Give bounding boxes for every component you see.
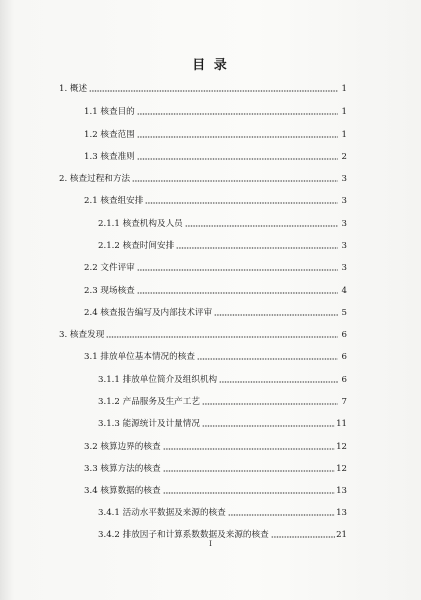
- toc-entry-label: 2.2 文件评审: [84, 263, 135, 273]
- toc-page-number: 13: [336, 508, 347, 518]
- toc-entry-label: 2.1 核查组安排: [84, 196, 144, 206]
- toc-dot-leader: [137, 292, 338, 294]
- toc-dot-leader: [137, 269, 338, 271]
- toc-page-number: 5: [341, 308, 347, 318]
- toc-dot-leader: [132, 180, 338, 182]
- toc-entry-label: 3.1.3 能源统计及计量情况: [98, 419, 200, 429]
- toc-entry-label: 1. 概述: [59, 84, 88, 94]
- toc-dot-leader: [163, 470, 336, 472]
- toc-dot-leader: [163, 448, 336, 450]
- toc-dot-leader: [89, 90, 338, 92]
- toc-entry[interactable]: [98, 237, 347, 251]
- toc-dot-leader: [106, 336, 338, 338]
- toc-entry-label: 1.2 核查范围: [84, 130, 135, 140]
- toc-dot-leader: [202, 425, 335, 427]
- toc-dot-leader: [137, 158, 338, 160]
- toc-page-number: 3: [341, 174, 347, 184]
- toc-page-number: 3: [341, 263, 347, 273]
- toc-entry-label: 3. 核查发现: [59, 330, 105, 340]
- toc-entry[interactable]: [98, 526, 347, 540]
- toc-page-number: 4: [341, 286, 347, 296]
- toc-entry-label: 2.4 核查报告编写及内部技术评审: [84, 308, 213, 318]
- toc-entry-label: 3.3 核算方法的核查: [84, 464, 161, 474]
- toc-entry[interactable]: [98, 393, 347, 407]
- toc-entry-label: 1.1 核查目的: [84, 107, 135, 117]
- toc-entry-label: 3.2 核算边界的核查: [84, 442, 161, 452]
- toc-dot-leader: [219, 381, 338, 383]
- toc-entry-label: 3.4 核算数据的核查: [84, 486, 161, 496]
- toc-page-number: 3: [341, 241, 347, 251]
- toc-entry[interactable]: [84, 126, 347, 140]
- toc-entry-label: 2. 核查过程和方法: [59, 174, 131, 184]
- toc-entry[interactable]: [84, 103, 347, 117]
- toc-entry[interactable]: [84, 148, 347, 162]
- toc-entry-label: 3.1.1 排放单位简介及组织机构: [98, 375, 218, 385]
- toc-entry-label: 3.4.2 排放因子和计算系数数据及来源的核查: [98, 530, 269, 540]
- toc-page-number: 3: [341, 196, 347, 206]
- toc-page-number: 6: [341, 330, 347, 340]
- toc-entry-label: 2.1.1 核查机构及人员: [98, 219, 183, 229]
- toc-dot-leader: [137, 113, 338, 115]
- toc-entry-label: 2.1.2 核查时间安排: [98, 241, 175, 251]
- toc-dot-leader: [202, 403, 338, 405]
- toc-page-number: 7: [341, 397, 347, 407]
- toc-page-number: 1: [341, 107, 347, 117]
- toc-dot-leader: [145, 202, 338, 204]
- toc-page-number: 11: [336, 419, 347, 429]
- toc-entry[interactable]: [98, 415, 347, 429]
- toc-dot-leader: [197, 358, 338, 360]
- toc-page-number: 21: [336, 530, 347, 540]
- toc-entry-label: 1.3 核查准则: [84, 152, 135, 162]
- toc-entry[interactable]: [59, 326, 347, 340]
- toc-dot-leader: [228, 514, 335, 516]
- toc-entry-label: 3.1.2 产品服务及生产工艺: [98, 397, 200, 407]
- page-title: 目 录: [192, 58, 229, 73]
- toc-entry-label: 3.4.1 活动水平数据及来源的核查: [98, 508, 226, 518]
- toc-entry[interactable]: [98, 504, 347, 518]
- toc-page-number: 2: [341, 152, 347, 162]
- toc-page-number: 12: [336, 464, 347, 474]
- toc-page-number: 12: [336, 442, 347, 452]
- toc-entry[interactable]: [84, 304, 347, 318]
- toc-page-number: 6: [341, 352, 347, 362]
- toc-entry[interactable]: [84, 438, 347, 452]
- toc-entry[interactable]: [84, 192, 347, 206]
- toc-dot-leader: [163, 492, 336, 494]
- toc-dot-leader: [185, 225, 338, 227]
- toc-page-number: 1: [341, 84, 347, 94]
- toc-entry[interactable]: [84, 482, 347, 496]
- toc-entry[interactable]: [98, 371, 347, 385]
- toc-entry-label: 2.3 现场核查: [84, 286, 135, 296]
- toc-entry[interactable]: [98, 215, 347, 229]
- toc-entry[interactable]: [84, 460, 347, 474]
- toc-page-number: 13: [336, 486, 347, 496]
- toc-entry[interactable]: [84, 348, 347, 362]
- toc-page-number: 3: [341, 219, 347, 229]
- toc-entry[interactable]: [84, 259, 347, 273]
- page-folio: I: [209, 540, 212, 548]
- toc-entry[interactable]: [84, 282, 347, 296]
- toc-entry[interactable]: [59, 170, 347, 184]
- toc-dot-leader: [271, 536, 335, 538]
- toc-dot-leader: [176, 247, 338, 249]
- toc-dot-leader: [137, 136, 338, 138]
- toc-dot-leader: [214, 314, 338, 316]
- toc-entry[interactable]: [59, 80, 347, 94]
- toc-page-number: 6: [341, 375, 347, 385]
- toc-page-number: 1: [341, 130, 347, 140]
- toc-entry-label: 3.1 排放单位基本情况的核查: [84, 352, 195, 362]
